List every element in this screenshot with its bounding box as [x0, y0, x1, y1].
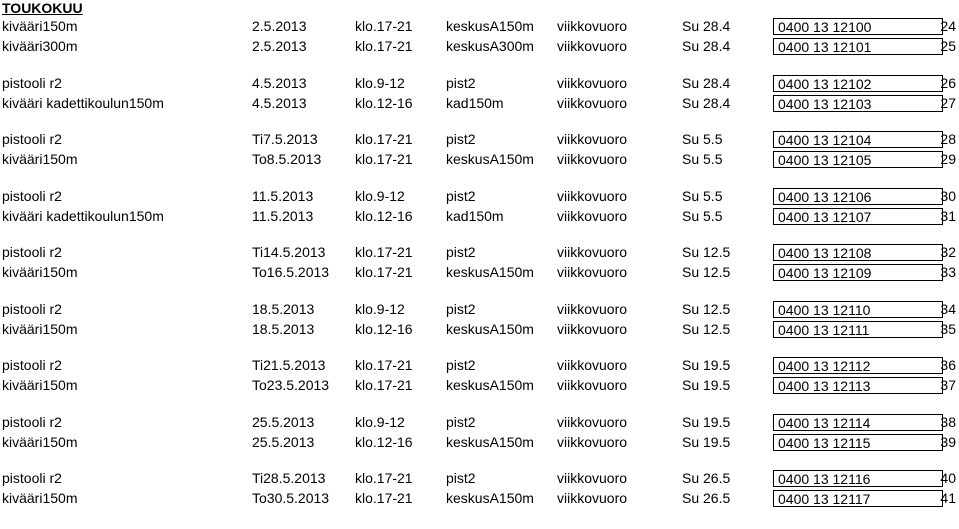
time-cell: klo.17-21	[355, 18, 413, 34]
place-cell: keskusA300m	[446, 38, 534, 54]
number-cell: 34	[940, 300, 956, 317]
activity-cell: pistooli r2	[2, 357, 62, 373]
place-cell: pist2	[446, 187, 476, 204]
phone-cell: 0400 13 12107	[773, 208, 943, 225]
place-cell: keskusA150m	[446, 490, 534, 506]
type-cell: viikkovuoro	[557, 131, 628, 147]
type-cell: viikkovuoro	[557, 490, 628, 506]
number-cell: 25	[940, 38, 956, 54]
date-cell: 11.5.2013	[252, 207, 314, 224]
due-cell: Su 19.5	[682, 377, 731, 393]
due-cell: Su 26.5	[682, 490, 731, 506]
place-cell: keskusA150m	[446, 320, 534, 337]
due-cell: Su 5.5	[682, 207, 723, 224]
time-cell: klo.9-12	[355, 300, 405, 317]
phone-cell: 0400 13 12116	[773, 470, 943, 487]
date-cell: To16.5.2013	[252, 264, 330, 280]
place-cell: pist2	[446, 413, 476, 430]
number-cell: 39	[940, 433, 956, 450]
time-cell: klo.17-21	[355, 264, 413, 280]
number-cell: 31	[940, 207, 956, 224]
type-cell: viikkovuoro	[557, 357, 628, 373]
time-cell: klo.9-12	[355, 74, 405, 91]
number-cell: 36	[940, 357, 956, 373]
number-cell: 29	[940, 151, 956, 167]
due-cell: Su 28.4	[682, 18, 731, 34]
phone-cell: 0400 13 12100	[773, 18, 943, 35]
place-cell: kad150m	[446, 207, 504, 224]
place-cell: pist2	[446, 470, 476, 486]
date-cell: To30.5.2013	[252, 490, 330, 506]
activity-cell: kivääri kadettikoulun150m	[2, 207, 164, 224]
date-cell: 2.5.2013	[252, 18, 307, 34]
date-cell: 18.5.2013	[252, 300, 315, 317]
table-row	[0, 356, 959, 375]
table-row	[0, 489, 959, 508]
activity-cell: pistooli r2	[2, 244, 62, 260]
time-cell: klo.17-21	[355, 470, 413, 486]
due-cell: Su 12.5	[682, 264, 731, 280]
place-cell: pist2	[446, 74, 476, 91]
phone-cell: 0400 13 12109	[773, 264, 943, 281]
date-cell: 2.5.2013	[252, 38, 307, 54]
activity-cell: kivääri150m	[2, 151, 78, 167]
date-cell: 25.5.2013	[252, 413, 315, 430]
number-cell: 35	[940, 320, 956, 337]
due-cell: Su 19.5	[682, 413, 731, 430]
type-cell: viikkovuoro	[557, 94, 628, 111]
activity-cell: kivääri300m	[2, 38, 78, 54]
table-row	[0, 17, 959, 36]
place-cell: pist2	[446, 244, 476, 260]
date-cell: 4.5.2013	[252, 74, 307, 91]
date-cell: 11.5.2013	[252, 187, 314, 204]
time-cell: klo.17-21	[355, 244, 413, 260]
type-cell: viikkovuoro	[557, 38, 628, 54]
table-row	[0, 187, 959, 206]
place-cell: kad150m	[446, 94, 504, 111]
due-cell: Su 5.5	[682, 187, 723, 204]
activity-cell: pistooli r2	[2, 187, 62, 204]
number-cell: 27	[940, 94, 956, 111]
due-cell: Su 19.5	[682, 357, 731, 373]
number-cell: 24	[940, 18, 956, 34]
due-cell: Su 5.5	[682, 151, 723, 167]
phone-cell: 0400 13 12115	[773, 434, 943, 451]
activity-cell: pistooli r2	[2, 131, 62, 147]
place-cell: keskusA150m	[446, 151, 534, 167]
number-cell: 41	[940, 490, 956, 506]
date-cell: Ti28.5.2013	[252, 470, 326, 486]
table-row	[0, 94, 959, 113]
type-cell: viikkovuoro	[557, 264, 628, 280]
activity-cell: pistooli r2	[2, 470, 62, 486]
phone-cell: 0400 13 12104	[773, 131, 943, 148]
due-cell: Su 26.5	[682, 470, 731, 486]
time-cell: klo.17-21	[355, 151, 413, 167]
number-cell: 37	[940, 377, 956, 393]
place-cell: keskusA150m	[446, 18, 534, 34]
type-cell: viikkovuoro	[557, 413, 628, 430]
time-cell: klo.12-16	[355, 94, 413, 111]
time-cell: klo.17-21	[355, 38, 413, 54]
time-cell: klo.17-21	[355, 490, 413, 506]
phone-cell: 0400 13 12102	[773, 75, 943, 92]
activity-cell: pistooli r2	[2, 413, 62, 430]
time-cell: klo.17-21	[355, 131, 413, 147]
type-cell: viikkovuoro	[557, 207, 628, 224]
place-cell: pist2	[446, 300, 476, 317]
type-cell: viikkovuoro	[557, 18, 628, 34]
phone-cell: 0400 13 12110	[773, 301, 943, 318]
phone-cell: 0400 13 12117	[773, 490, 943, 507]
table-row	[0, 74, 959, 93]
type-cell: viikkovuoro	[557, 244, 628, 260]
table-row	[0, 413, 959, 432]
table-row	[0, 150, 959, 169]
date-cell: To23.5.2013	[252, 377, 330, 393]
number-cell: 40	[940, 470, 956, 486]
date-cell: Ti21.5.2013	[252, 357, 326, 373]
time-cell: klo.12-16	[355, 433, 413, 450]
place-cell: pist2	[446, 357, 476, 373]
time-cell: klo.17-21	[355, 377, 413, 393]
time-cell: klo.17-21	[355, 357, 413, 373]
table-row	[0, 469, 959, 488]
due-cell: Su 12.5	[682, 300, 731, 317]
phone-cell: 0400 13 12108	[773, 244, 943, 261]
time-cell: klo.12-16	[355, 320, 413, 337]
place-cell: pist2	[446, 131, 476, 147]
phone-cell: 0400 13 12114	[773, 414, 943, 431]
type-cell: viikkovuoro	[557, 470, 628, 486]
activity-cell: kivääri150m	[2, 18, 78, 34]
table-row	[0, 207, 959, 226]
table-row	[0, 37, 959, 56]
activity-cell: kivääri kadettikoulun150m	[2, 94, 164, 111]
due-cell: Su 28.4	[682, 94, 731, 111]
number-cell: 26	[940, 74, 956, 91]
place-cell: keskusA150m	[446, 433, 534, 450]
table-row	[0, 263, 959, 282]
table-row	[0, 320, 959, 339]
phone-cell: 0400 13 12111	[773, 321, 943, 338]
table-row	[0, 376, 959, 395]
type-cell: viikkovuoro	[557, 377, 628, 393]
date-cell: Ti14.5.2013	[252, 244, 326, 260]
place-cell: keskusA150m	[446, 377, 534, 393]
date-cell: 25.5.2013	[252, 433, 315, 450]
table-row	[0, 300, 959, 319]
type-cell: viikkovuoro	[557, 433, 628, 450]
due-cell: Su 19.5	[682, 433, 731, 450]
due-cell: Su 28.4	[682, 38, 731, 54]
phone-cell: 0400 13 12103	[773, 95, 943, 112]
type-cell: viikkovuoro	[557, 300, 628, 317]
due-cell: Su 28.4	[682, 74, 731, 91]
table-row	[0, 433, 959, 452]
number-cell: 33	[940, 264, 956, 280]
date-cell: Ti7.5.2013	[252, 131, 318, 147]
time-cell: klo.12-16	[355, 207, 413, 224]
type-cell: viikkovuoro	[557, 74, 628, 91]
time-cell: klo.9-12	[355, 187, 405, 204]
date-cell: 4.5.2013	[252, 94, 307, 111]
table-row	[0, 130, 959, 149]
number-cell: 30	[940, 187, 956, 204]
activity-cell: kivääri150m	[2, 490, 78, 506]
activity-cell: pistooli r2	[2, 300, 62, 317]
table-row	[0, 243, 959, 262]
number-cell: 38	[940, 413, 956, 430]
number-cell: 28	[940, 131, 956, 147]
due-cell: Su 5.5	[682, 131, 723, 147]
type-cell: viikkovuoro	[557, 320, 628, 337]
number-cell: 32	[940, 244, 956, 260]
date-cell: To8.5.2013	[252, 151, 322, 167]
phone-cell: 0400 13 12113	[773, 377, 943, 394]
phone-cell: 0400 13 12101	[773, 38, 943, 55]
due-cell: Su 12.5	[682, 244, 731, 260]
place-cell: keskusA150m	[446, 264, 534, 280]
page-title: TOUKOKUU	[2, 0, 83, 16]
date-cell: 18.5.2013	[252, 320, 315, 337]
phone-cell: 0400 13 12106	[773, 188, 943, 205]
activity-cell: kivääri150m	[2, 320, 78, 337]
phone-cell: 0400 13 12112	[773, 357, 943, 374]
activity-cell: kivääri150m	[2, 433, 78, 450]
time-cell: klo.9-12	[355, 413, 405, 430]
activity-cell: kivääri150m	[2, 377, 78, 393]
phone-cell: 0400 13 12105	[773, 151, 943, 168]
type-cell: viikkovuoro	[557, 151, 628, 167]
type-cell: viikkovuoro	[557, 187, 628, 204]
activity-cell: kivääri150m	[2, 264, 78, 280]
due-cell: Su 12.5	[682, 320, 731, 337]
activity-cell: pistooli r2	[2, 74, 62, 91]
